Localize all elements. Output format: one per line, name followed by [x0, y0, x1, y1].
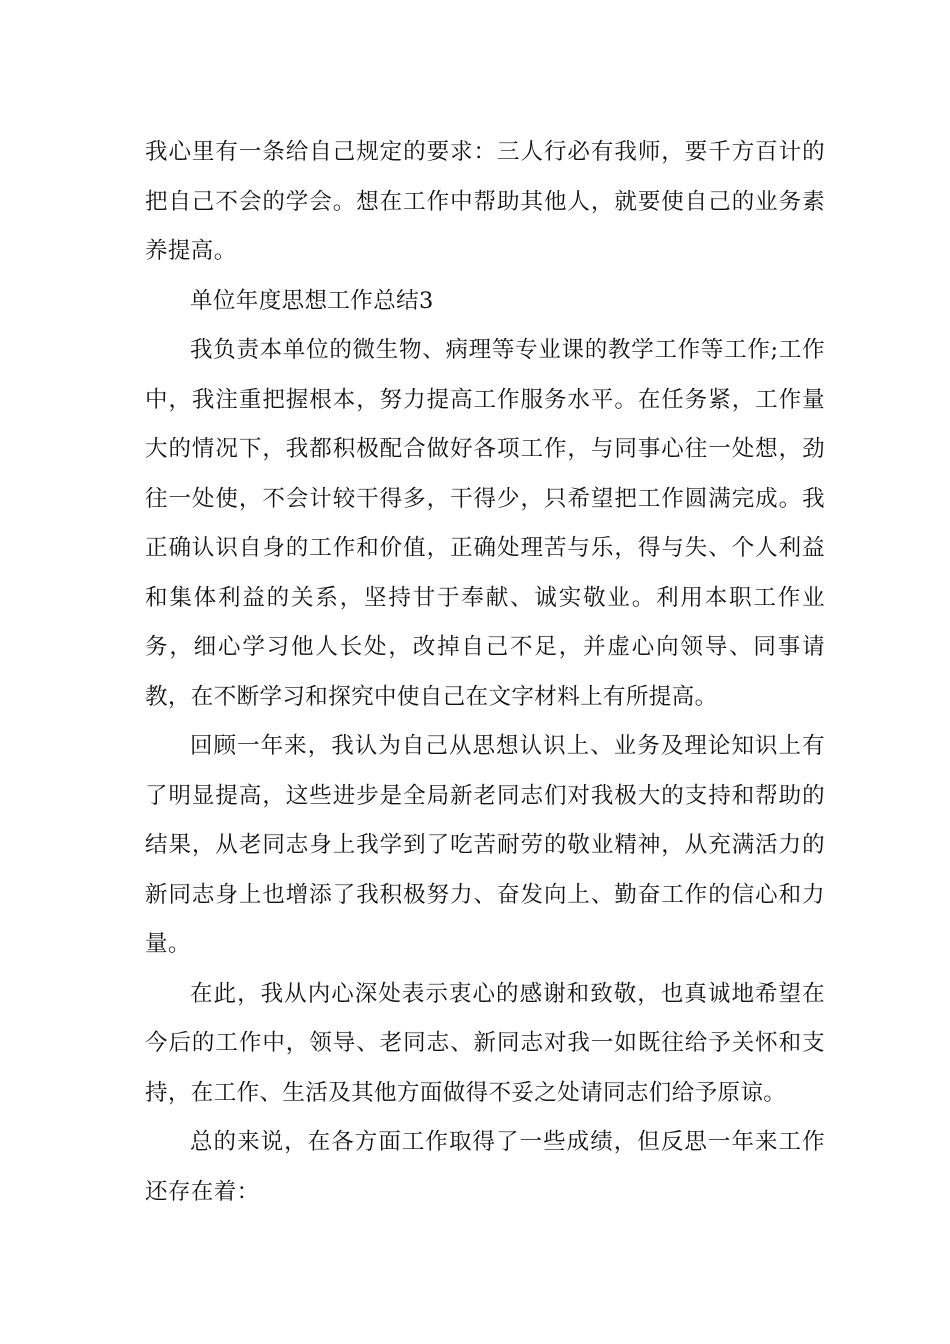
section-heading: 单位年度思想工作总结3: [190, 287, 434, 314]
document-body: [145, 128, 825, 1217]
paragraph-responsibilities: 我负责本单位的微生物、病理等专业课的教学工作等工作;工作中，我注重把握根本，努力提高工作服务水平。在任务紧，工作量大的情况下，我都积极配合做好各项工作，与同事心往一处想，劲往一处使，不会计较干得多，干得少，只希望把工作圆满完成。我正确认识自身的工作和价值，正确处理苦与乐，得与失、个人利益和集体利益的关系，坚持甘于奉献、诚实敬业。利用本职工作业务，细心学习他人长处，改掉自己不足，并虚心向领导、同事请教，在不断学习和探究中使自己在文字材料上有所提高。: [145, 337, 825, 710]
paragraph-gratitude: 在此，我从内心深处表示衷心的感谢和致敬，也真诚地希望在今后的工作中，领导、老同志、新同志对我一如既往给予关怀和支持，在工作、生活及其他方面做得不妥之处请同志们给予原谅。: [145, 980, 825, 1106]
paragraph-summary: 总的来说，在各方面工作取得了一些成绩，但反思一年来工作还存在着：: [145, 1129, 825, 1205]
paragraph-review: 回顾一年来，我认为自己从思想认识上、业务及理论知识上有了明显提高，这些进步是全局新老同志们对我极大的支持和帮助的结果，从老同志身上我学到了吃苦耐劳的敬业精神，从充满活力的新同志身上也增添了我积极努力、奋发向上、勤奋工作的信心和力量。: [145, 733, 825, 957]
paragraph-requirement: 我心里有一条给自己规定的要求：三人行必有我师，要千方百计的把自己不会的学会。想在工作中帮助其他人，就要使自己的业务素养提高。: [145, 139, 825, 264]
